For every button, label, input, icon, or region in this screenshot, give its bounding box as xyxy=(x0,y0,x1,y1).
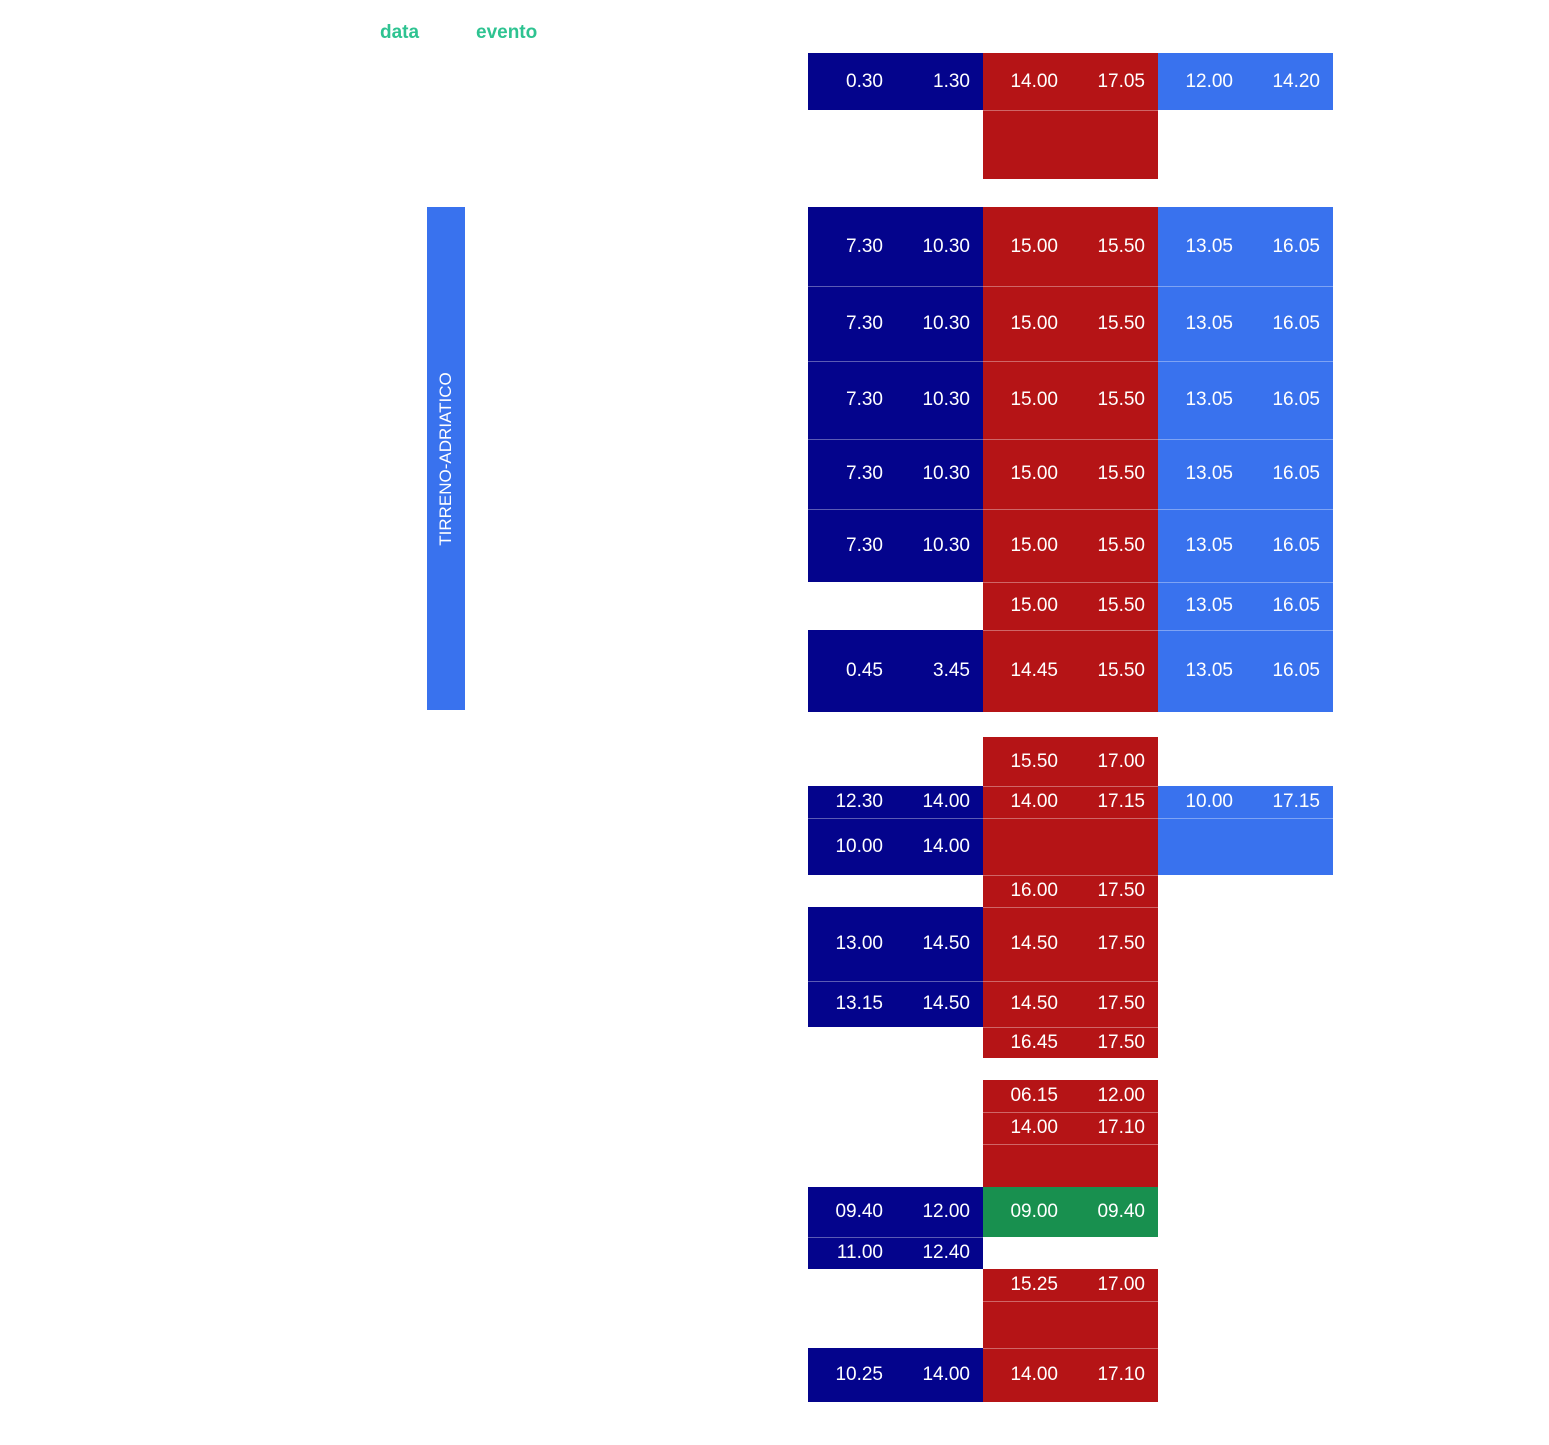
navy-cell xyxy=(808,53,983,110)
end-time: 17.50 xyxy=(1097,993,1145,1014)
end-time: 10.30 xyxy=(922,389,970,410)
red-cell xyxy=(983,110,1158,179)
header-data: data xyxy=(380,22,420,43)
start-time: 7.30 xyxy=(846,463,883,484)
navy-cell xyxy=(808,207,983,286)
end-time: 14.50 xyxy=(922,993,970,1014)
start-time: 15.00 xyxy=(1010,463,1058,484)
end-time: 10.30 xyxy=(922,312,970,334)
end-time: 16.05 xyxy=(1272,595,1320,616)
start-time: 0.45 xyxy=(846,660,883,681)
navy-cell xyxy=(808,786,983,818)
red-cell xyxy=(983,630,1158,712)
end-time: 16.05 xyxy=(1272,534,1320,556)
blue-cell xyxy=(1158,509,1333,582)
end-time: 10.30 xyxy=(922,463,970,484)
red-cell xyxy=(983,509,1158,582)
start-time: 06.15 xyxy=(1010,1085,1058,1106)
red-cell xyxy=(983,361,1158,439)
end-time: 3.45 xyxy=(933,660,970,681)
red-cell xyxy=(983,1112,1158,1144)
start-time: 13.05 xyxy=(1185,595,1233,616)
red-cell xyxy=(983,582,1158,630)
red-cell xyxy=(983,737,1158,786)
start-time: 14.50 xyxy=(1010,993,1058,1014)
start-time: 7.30 xyxy=(846,389,883,410)
start-time: 16.00 xyxy=(1010,880,1058,901)
end-time: 15.50 xyxy=(1097,389,1145,410)
blue-cell xyxy=(1158,439,1333,509)
start-time: 12.30 xyxy=(835,791,883,812)
navy-cell xyxy=(808,818,983,875)
end-time: 16.05 xyxy=(1272,235,1320,257)
start-time: 13.05 xyxy=(1185,312,1233,334)
end-time: 15.50 xyxy=(1097,534,1145,556)
end-time: 10.30 xyxy=(922,534,970,556)
start-time: 14.00 xyxy=(1010,1364,1058,1385)
start-time: 15.25 xyxy=(1010,1274,1058,1295)
navy-cell xyxy=(808,907,983,981)
red-cell xyxy=(983,1027,1158,1058)
red-cell xyxy=(983,981,1158,1027)
end-time: 14.50 xyxy=(922,933,970,954)
end-time: 14.20 xyxy=(1272,70,1320,92)
navy-cell xyxy=(808,509,983,582)
navy-cell xyxy=(808,361,983,439)
end-time: 14.00 xyxy=(922,791,970,812)
red-cell xyxy=(983,1269,1158,1301)
start-time: 15.00 xyxy=(1010,312,1058,334)
end-time: 17.50 xyxy=(1097,1031,1145,1053)
blue-cell xyxy=(1158,818,1333,875)
end-time: 17.00 xyxy=(1097,1274,1145,1295)
navy-cell xyxy=(808,1187,983,1237)
end-time: 17.15 xyxy=(1097,791,1145,812)
green-cell xyxy=(983,1187,1158,1237)
start-time: 7.30 xyxy=(846,235,883,257)
blue-cell xyxy=(1158,53,1333,110)
red-cell xyxy=(983,439,1158,509)
start-time: 14.00 xyxy=(1010,70,1058,92)
blue-cell xyxy=(1158,582,1333,630)
red-cell xyxy=(983,286,1158,361)
end-time: 15.50 xyxy=(1097,463,1145,484)
start-time: 14.50 xyxy=(1010,933,1058,954)
start-time: 11.00 xyxy=(836,1242,883,1263)
end-time: 15.50 xyxy=(1097,312,1145,334)
blue-cell xyxy=(1158,630,1333,712)
start-time: 09.40 xyxy=(835,1201,883,1222)
start-time: 14.45 xyxy=(1010,660,1058,681)
red-cell xyxy=(983,1348,1158,1402)
end-time: 17.15 xyxy=(1272,791,1320,812)
start-time: 7.30 xyxy=(846,312,883,334)
start-time: 10.25 xyxy=(835,1364,883,1385)
red-cell xyxy=(983,786,1158,818)
red-cell xyxy=(983,207,1158,286)
start-time: 13.00 xyxy=(835,933,883,954)
blue-cell xyxy=(1158,786,1333,818)
end-time: 12.00 xyxy=(922,1201,970,1222)
end-time: 17.00 xyxy=(1097,750,1145,772)
red-cell xyxy=(983,875,1158,907)
start-time: 13.05 xyxy=(1185,463,1233,484)
end-time: 14.00 xyxy=(922,1364,970,1385)
navy-cell xyxy=(808,439,983,509)
end-time: 17.10 xyxy=(1097,1364,1145,1385)
start-time: 0.30 xyxy=(846,70,883,92)
end-time: 17.05 xyxy=(1097,70,1145,92)
end-time: 17.50 xyxy=(1097,880,1145,901)
header-evento: evento xyxy=(476,22,538,43)
end-time: 17.10 xyxy=(1097,1117,1145,1138)
end-time: 12.00 xyxy=(1097,1085,1145,1106)
start-time: 13.15 xyxy=(835,993,883,1014)
blue-cell xyxy=(1158,286,1333,361)
red-cell xyxy=(983,907,1158,981)
red-cell xyxy=(983,53,1158,110)
start-time: 13.05 xyxy=(1185,389,1233,410)
end-time: 1.30 xyxy=(933,70,970,92)
end-time: 09.40 xyxy=(1097,1201,1145,1222)
navy-cell xyxy=(808,981,983,1027)
start-time: 16.45 xyxy=(1010,1031,1058,1053)
start-time: 15.00 xyxy=(1010,534,1058,556)
end-time: 16.05 xyxy=(1272,312,1320,334)
start-time: 13.05 xyxy=(1185,235,1233,257)
end-time: 10.30 xyxy=(922,235,970,257)
navy-cell xyxy=(808,1348,983,1402)
start-time: 10.00 xyxy=(835,835,883,857)
red-cell xyxy=(983,1301,1158,1348)
end-time: 16.05 xyxy=(1272,389,1320,410)
start-time: 7.30 xyxy=(846,534,883,556)
start-time: 13.05 xyxy=(1185,534,1233,556)
start-time: 12.00 xyxy=(1185,70,1233,92)
end-time: 16.05 xyxy=(1272,660,1320,681)
navy-cell xyxy=(808,630,983,712)
blue-cell xyxy=(1158,361,1333,439)
start-time: 15.00 xyxy=(1010,235,1058,257)
red-cell xyxy=(983,818,1158,875)
start-time: 15.50 xyxy=(1010,750,1058,772)
end-time: 15.50 xyxy=(1097,235,1145,257)
blue-cell xyxy=(1158,207,1333,286)
end-time: 17.50 xyxy=(1097,933,1145,954)
start-time: 15.00 xyxy=(1010,389,1058,410)
start-time: 09.00 xyxy=(1010,1201,1058,1222)
start-time: 14.00 xyxy=(1010,1117,1058,1138)
end-time: 16.05 xyxy=(1272,463,1320,484)
end-time: 14.00 xyxy=(922,835,970,857)
red-cell xyxy=(983,1080,1158,1112)
end-time: 15.50 xyxy=(1097,595,1145,616)
navy-cell xyxy=(808,286,983,361)
start-time: 13.05 xyxy=(1185,660,1233,681)
group-label: TIRRENO-ADRIATICO xyxy=(436,371,455,546)
red-cell xyxy=(983,1144,1158,1187)
end-time: 15.50 xyxy=(1097,660,1145,681)
navy-cell xyxy=(808,1237,983,1269)
end-time: 12.40 xyxy=(922,1242,970,1263)
start-time: 15.00 xyxy=(1010,595,1058,616)
start-time: 10.00 xyxy=(1185,791,1233,812)
start-time: 14.00 xyxy=(1010,791,1058,812)
